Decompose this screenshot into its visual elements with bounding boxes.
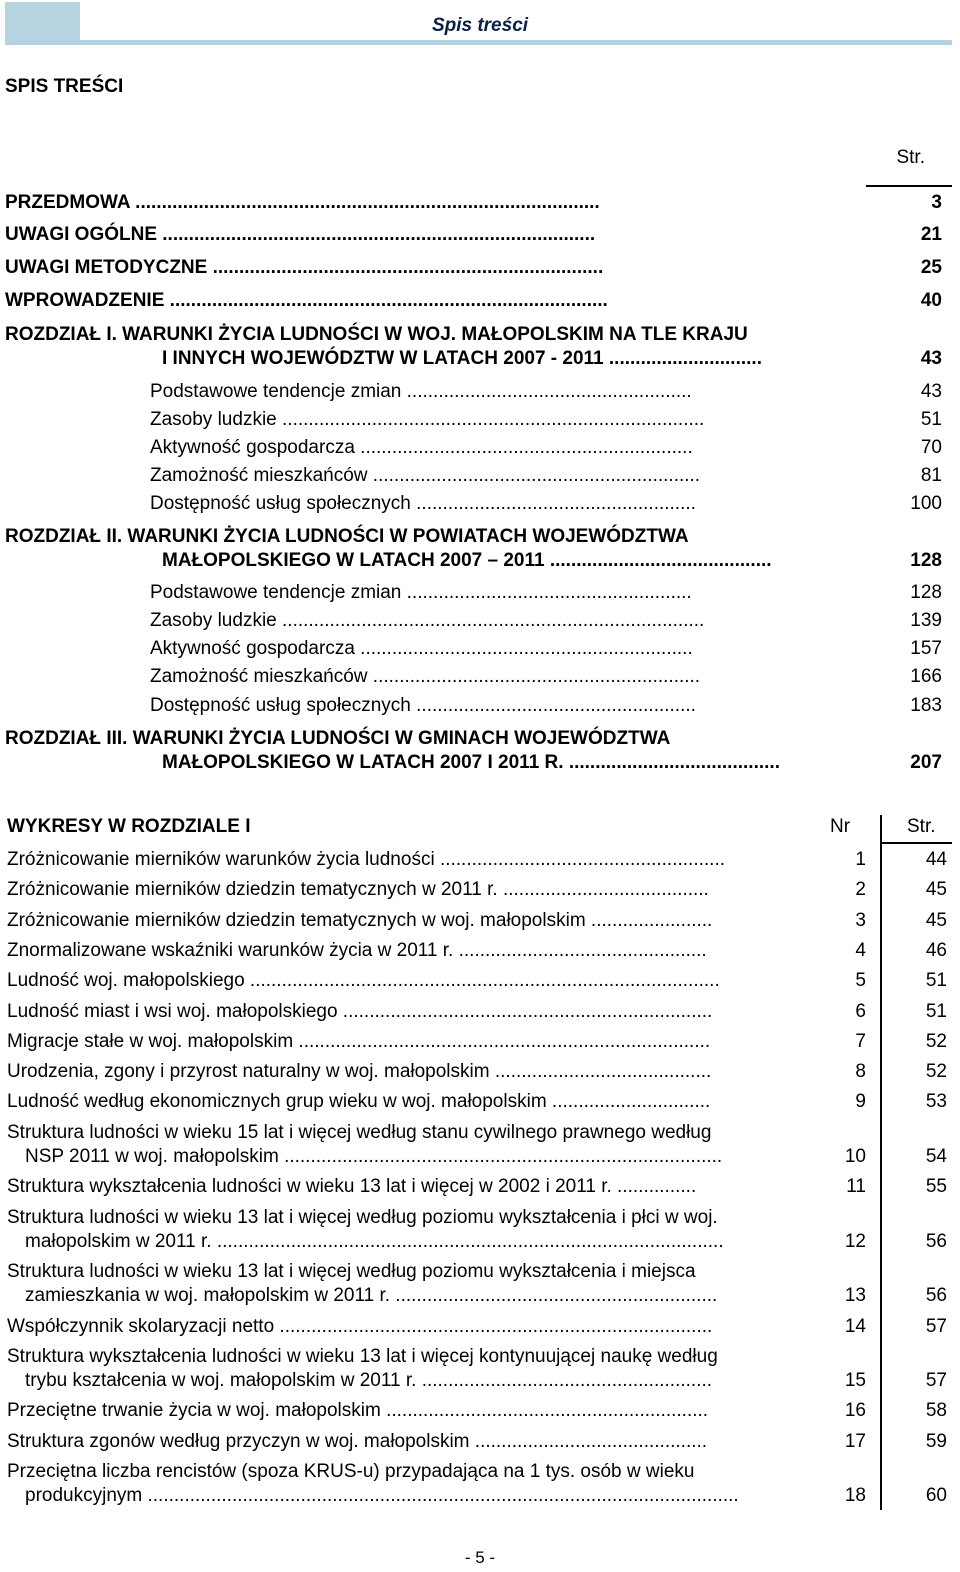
toc-entry-page: 21 (920, 224, 942, 245)
charts-list-page-label: Str. (907, 816, 936, 837)
chart-list-item-page: 45 (925, 909, 947, 931)
chart-list-item-label: Struktura ludności w wieku 15 lat i więcej według stanu cywilnego prawnego według (7, 1121, 712, 1143)
chart-list-item[interactable] (7, 969, 947, 993)
chart-list-item[interactable] (7, 1399, 947, 1423)
toc-entry[interactable] (5, 287, 942, 315)
chapter-1-item[interactable] (150, 490, 942, 518)
chart-list-item-number: 6 (855, 1000, 866, 1022)
chart-list-item-page: 59 (925, 1430, 947, 1452)
chart-list-item-number: 17 (844, 1430, 866, 1452)
chapter-item-label: Aktywność gospodarcza ............................................................... (150, 437, 693, 458)
chart-list-item-label: Struktura ludności w wieku 13 lat i więcej według poziomu wykształcenia i płci w woj. (7, 1206, 718, 1228)
chart-list-item-label: Znormalizowane wskaźniki warunków życia w 2011 r. ............................................... (7, 939, 707, 961)
chapter-2-title-line1: ROZDZIAŁ II. WARUNKI ŻYCIA LUDNOŚCI W POWIATACH WOJEWÓDZTWA (5, 526, 689, 547)
chart-list-item-page: 45 (925, 879, 947, 901)
chart-list-item-label-cont: trybu kształcenia w woj. małopolskim w 2011 r. ....................................................... (25, 1369, 713, 1391)
chapter-3-page: 207 (910, 752, 942, 773)
chapter-1-title-line2: I INNYCH WOJEWÓDZTW W LATACH 2007 - 2011 ............................. (162, 348, 762, 369)
chapter-item-page: 70 (920, 437, 942, 458)
chapter-item-label: Zasoby ludzkie ................................................................................ (150, 610, 705, 631)
chart-list-item-page: 53 (925, 1091, 947, 1113)
chapter-2-title-line2: MAŁOPOLSKIEGO W LATACH 2007 – 2011 .......................................... (162, 550, 772, 571)
chart-list-item-label-cont: produkcyjnym ................................................................................................................ (25, 1484, 739, 1506)
chapter-2-item[interactable] (150, 692, 942, 720)
chart-list-item-number: 10 (844, 1145, 866, 1167)
chart-list-item[interactable] (7, 1345, 947, 1393)
chart-list-item-page: 51 (925, 970, 947, 992)
chapter-1-item[interactable] (150, 434, 942, 462)
chart-list-item-number: 2 (855, 879, 866, 901)
chart-list-item-label: Migracje stałe w woj. małopolskim .............................................................................. (7, 1030, 711, 1052)
chart-list-item-number: 1 (855, 849, 866, 870)
toc-entry-label: WPROWADZENIE ................................................................................... (5, 290, 608, 311)
chapter-2-page: 128 (910, 550, 942, 571)
chart-list-item-label-cont: NSP 2011 w woj. małopolskim ................................................................................... (25, 1145, 723, 1167)
toc-entry[interactable] (5, 254, 942, 282)
chart-list-item[interactable] (7, 909, 947, 933)
chapter-item-page: 166 (910, 666, 942, 687)
chart-list-item-label: Przeciętne trwanie życia w woj. małopolskim ............................................................. (7, 1400, 709, 1422)
chapter-1-item[interactable] (150, 462, 942, 490)
chapter-3-title-line2: MAŁOPOLSKIEGO W LATACH 2007 I 2011 R. ........................................ (162, 752, 780, 773)
chart-list-item-number: 9 (855, 1091, 866, 1113)
toc-page-column-rule (866, 185, 952, 187)
chapter-item-label: Zamożność mieszkańców .............................................................. (150, 666, 701, 687)
toc-entry[interactable] (5, 221, 942, 249)
chapter-item-page: 81 (920, 465, 942, 486)
chart-list-item-number: 3 (855, 909, 866, 931)
chart-list-item[interactable] (7, 1060, 947, 1084)
chart-list-item[interactable] (7, 878, 947, 902)
chart-list-item-page: 52 (925, 1030, 947, 1052)
chart-list-item-number: 5 (855, 970, 866, 992)
chart-list-item-number: 7 (855, 1030, 866, 1052)
chapter-item-label: Podstawowe tendencje zmian ...................................................... (150, 381, 692, 402)
chart-list-item-label-cont: małopolskim w 2011 r. ................................................................................................ (25, 1230, 724, 1252)
chart-list-item[interactable] (7, 1430, 947, 1454)
chart-list-item-number: 15 (844, 1369, 866, 1391)
chapter-2-title-cont[interactable] (162, 547, 942, 575)
chart-list-item[interactable] (7, 1121, 947, 1169)
chapter-3-title-line1: ROZDZIAŁ III. WARUNKI ŻYCIA LUDNOŚCI W GMINACH WOJEWÓDZTWA (5, 728, 671, 749)
charts-list-header-rule (880, 842, 952, 844)
chart-list-item[interactable] (7, 1000, 947, 1024)
chart-list-item-number: 4 (855, 939, 866, 961)
chapter-2-item[interactable] (150, 663, 942, 691)
chart-list-item-page: 52 (925, 1061, 947, 1083)
chart-list-item-page: 56 (925, 1285, 947, 1306)
chapter-1-title-cont[interactable] (162, 345, 942, 373)
chart-list-item-number: 14 (844, 1315, 866, 1337)
chart-list-item-page: 44 (925, 849, 947, 870)
chart-list-item-label: Zróżnicowanie mierników warunków życia ludności ...................................................... (7, 849, 726, 870)
chart-list-item-page: 55 (925, 1176, 947, 1198)
chart-list-item-label: Struktura ludności w wieku 13 lat i więcej według poziomu wykształcenia i miejsca (7, 1261, 696, 1282)
toc-entry-page: 25 (920, 257, 942, 278)
chapter-item-page: 157 (910, 638, 942, 659)
chart-list-item-page: 51 (925, 1000, 947, 1022)
toc-entry-label: PRZEDMOWA ........................................................................................ (5, 192, 600, 213)
chapter-item-page: 43 (920, 381, 942, 402)
chapter-item-label: Podstawowe tendencje zmian ...................................................... (150, 582, 692, 603)
chart-list-item-label: Ludność miast i wsi woj. małopolskiego ...................................................................... (7, 1000, 713, 1022)
chart-list-item-page: 60 (925, 1484, 947, 1506)
chapter-item-label: Zamożność mieszkańców .............................................................. (150, 465, 701, 486)
chart-list-item-label: Struktura zgonów według przyczyn w woj. małopolskim ............................................ (7, 1430, 708, 1452)
chart-list-item-label: Urodzenia, zgony i przyrost naturalny w woj. małopolskim ......................................... (7, 1061, 712, 1083)
chapter-item-page: 100 (910, 493, 942, 514)
toc-entry-label: UWAGI OGÓLNE .................................................................................. (5, 224, 596, 245)
chart-list-item[interactable] (7, 848, 947, 872)
chapter-2-item[interactable] (150, 635, 942, 663)
charts-list-nr-label: Nr (830, 816, 851, 837)
chart-list-item-page: 57 (925, 1369, 947, 1391)
chapter-1-title-line1: ROZDZIAŁ I. WARUNKI ŻYCIA LUDNOŚCI W WOJ. MAŁOPOLSKIM NA TLE KRAJU (5, 324, 748, 345)
chapter-item-label: Dostępność usług społecznych ..................................................... (150, 695, 696, 716)
chart-list-item-label: Przeciętna liczba rencistów (spoza KRUS-u) przypadająca na 1 tys. osób w wieku (7, 1460, 695, 1482)
chart-list-item[interactable] (7, 1175, 947, 1199)
chart-list-item-label: Ludność woj. małopolskiego ......................................................................................... (7, 970, 720, 992)
chapter-item-label: Zasoby ludzkie ................................................................................ (150, 409, 705, 430)
chart-list-item[interactable] (7, 1206, 947, 1254)
chapter-2-item[interactable] (150, 579, 942, 607)
chart-list-item-number: 16 (844, 1400, 866, 1422)
chart-list-item[interactable] (7, 939, 947, 963)
chart-list-item-label: Struktura wykształcenia ludności w wieku 13 lat i więcej w 2002 i 2011 r. ............... (7, 1176, 697, 1198)
chart-list-item-page: 57 (925, 1315, 947, 1337)
chart-list-item[interactable] (7, 1030, 947, 1054)
chart-list-item[interactable] (7, 1090, 947, 1114)
chapter-item-page: 139 (910, 610, 942, 631)
chapter-1-page: 43 (920, 348, 942, 369)
chart-list-item-page: 46 (925, 939, 947, 961)
charts-list-heading: WYKRESY W ROZDZIALE I (7, 816, 251, 837)
chapter-1-item[interactable] (150, 378, 942, 406)
chart-list-item-label-cont: zamieszkania w woj. małopolskim w 2011 r. ............................................................. (25, 1285, 718, 1306)
chapter-item-page: 183 (910, 695, 942, 716)
toc-entry-label: UWAGI METODYCZNE .......................................................................... (5, 257, 604, 278)
running-header-title: Spis treści (431, 15, 529, 36)
page-number: - 5 - (464, 1548, 496, 1567)
chart-list-item[interactable] (7, 1260, 947, 1308)
chart-list-item-label: Zróżnicowanie mierników dziedzin tematycznych w 2011 r. ....................................... (7, 879, 709, 901)
toc-entry-page: 3 (931, 192, 942, 213)
chart-list-item-number: 18 (844, 1484, 866, 1506)
chart-list-item-number: 13 (844, 1285, 866, 1306)
chapter-1-item[interactable] (150, 406, 942, 434)
chart-list-item-number: 8 (855, 1061, 866, 1083)
chart-list-item[interactable] (7, 1315, 947, 1339)
chart-list-item-label: Ludność według ekonomicznych grup wieku w woj. małopolskim .............................. (7, 1091, 711, 1113)
chart-list-item-label: Zróżnicowanie mierników dziedzin tematycznych w woj. małopolskim ....................... (7, 909, 713, 931)
chapter-2-item[interactable] (150, 607, 942, 635)
chapter-3-title-cont[interactable] (162, 749, 942, 777)
chart-list-item-number: 12 (844, 1230, 866, 1252)
chapter-item-label: Aktywność gospodarcza ............................................................... (150, 638, 693, 659)
chart-list-item-page: 58 (925, 1400, 947, 1422)
toc-heading: SPIS TREŚCI (5, 76, 124, 97)
toc-page-column-label: Str. (896, 147, 925, 168)
chart-list-item[interactable] (7, 1460, 947, 1508)
chart-list-item-page: 54 (925, 1145, 947, 1167)
chart-list-item-label: Struktura wykształcenia ludności w wieku 13 lat i więcej kontynuującej naukę według (7, 1345, 718, 1367)
chart-list-item-page: 56 (925, 1230, 947, 1252)
chart-list-item-label: Współczynnik skolaryzacji netto .................................................................................. (7, 1315, 713, 1337)
toc-entry-page: 40 (920, 290, 942, 311)
chart-list-item-number: 11 (846, 1176, 866, 1198)
header-rule (80, 40, 952, 45)
toc-entry[interactable] (5, 189, 942, 217)
chapter-item-page: 128 (910, 582, 942, 603)
chapter-item-page: 51 (920, 409, 942, 430)
chapter-item-label: Dostępność usług społecznych ..................................................... (150, 493, 696, 514)
